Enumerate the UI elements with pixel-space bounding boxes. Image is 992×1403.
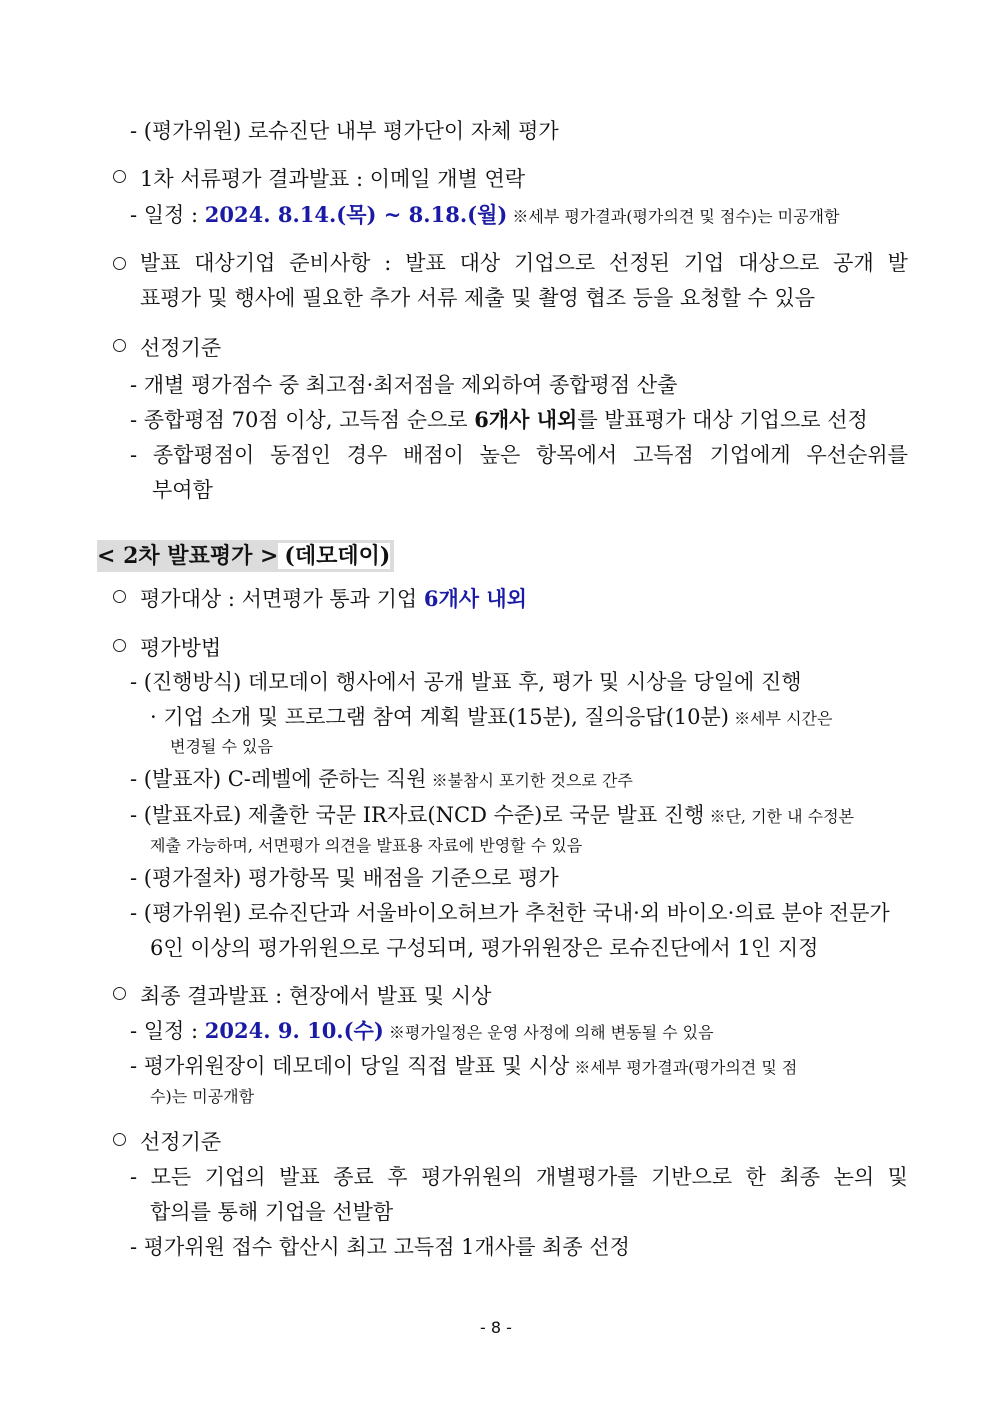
l9-word: 동점인 — [270, 443, 331, 467]
method-line-2-note: ※세부 시간은 — [728, 709, 833, 728]
final-result-text: 최종 결과발표 : 현장에서 발표 및 시상 — [140, 984, 492, 1008]
circle-bullet-icon — [113, 987, 126, 1000]
criteria-line-3 — [130, 440, 908, 470]
final-criteria-line-1 — [130, 1162, 908, 1192]
circle-bullet-icon — [113, 1133, 126, 1146]
presenter-line — [130, 764, 633, 796]
final-schedule-label: - 일정 : — [130, 1019, 205, 1043]
circle-bullet-icon — [113, 339, 126, 352]
section-title: < 2차 발표평가 > — [97, 543, 279, 569]
l9-word: 종합평점이 — [152, 443, 255, 467]
criteria-heading-1 — [113, 333, 221, 363]
l9-word: 배점이 — [403, 443, 464, 467]
criteria-heading-text: 선정기준 — [140, 336, 222, 360]
l9-word: 우선순위를 — [806, 443, 908, 467]
method-line-1: - (진행방식) 데모데이 행사에서 공개 발표 후, 평가 및 시상을 당일에 진행 — [130, 670, 802, 694]
method-heading — [113, 633, 221, 663]
committee-line: - (평가위원) 로슈진단과 서울바이오허브가 추천한 국내·외 바이오·의료 분야 전문가 — [130, 901, 890, 925]
final-schedule-line — [130, 1016, 714, 1048]
chair-line — [130, 1051, 797, 1083]
l27-word: 평가위원의 — [421, 1165, 523, 1189]
material-line-cont: 제출 가능하며, 서면평가 의견을 발표용 자료에 반영할 수 있음 — [150, 836, 583, 855]
l27-word: 기업의 — [204, 1165, 266, 1189]
l4-word: : — [384, 251, 392, 275]
final-schedule-note: ※평가일정은 운영 사정에 의해 변동될 수 있음 — [383, 1023, 714, 1042]
l9-word: 경우 — [346, 443, 388, 467]
l27-word: 후 — [387, 1165, 408, 1189]
method-line-2 — [150, 702, 832, 734]
l27-word: 모든 — [150, 1165, 192, 1189]
circle-bullet-icon — [113, 170, 126, 183]
material-text: - (발표자료) 제출한 국문 IR자료(NCD 수준)로 국문 발표 진행 — [130, 803, 705, 827]
procedure-line: - (평가절차) 평가항목 및 배점을 기준으로 평가 — [130, 866, 559, 890]
criteria-line-2-bold: 6개사 내외 — [474, 407, 578, 432]
target-text: 평가대상 : 서면평가 통과 기업 — [140, 587, 424, 611]
material-line — [130, 800, 854, 832]
l27-word: 개별평가를 — [536, 1165, 638, 1189]
section-header — [97, 540, 394, 572]
prep-heading — [113, 248, 908, 278]
chair-note-cont: 수)는 미공개함 — [150, 1087, 255, 1106]
l27-word: 한 — [745, 1165, 766, 1189]
l27-word: 발표 — [279, 1165, 320, 1189]
section-subtitle: (데모데이) — [278, 543, 390, 569]
circle-bullet-icon — [113, 257, 126, 270]
l9-word: 항목에서 — [536, 443, 618, 467]
chair-note: ※세부 평가결과(평가의견 및 점 — [569, 1058, 798, 1077]
schedule-label: - 일정 : — [130, 203, 205, 227]
l27-word: 기반으로 — [651, 1165, 733, 1189]
l4-word: 발표 — [139, 251, 181, 275]
presenter-note: ※불참시 포기한 것으로 간주 — [426, 771, 633, 790]
l27-word: 및 — [887, 1165, 908, 1189]
l9-word: 높은 — [479, 443, 521, 467]
l27-word: 종료 — [333, 1165, 374, 1189]
l4-word: 발 — [887, 251, 908, 275]
l27-word: 논의 — [833, 1165, 875, 1189]
first-result-text: 1차 서류평가 결과발표 : 이메일 개별 연락 — [140, 167, 526, 191]
l4-word: 기업 — [683, 251, 725, 275]
criteria-line-3-cont: 부여함 — [152, 478, 213, 502]
criteria-line-2 — [130, 405, 868, 435]
criteria-line-1: - 개별 평가점수 중 최고점·최저점을 제외하여 종합평점 산출 — [130, 373, 678, 397]
l4-word: 준비사항 — [289, 251, 371, 275]
first-result-heading — [113, 164, 525, 194]
l4-word: 대상기업 — [194, 251, 276, 275]
criteria-line-2-pre: - 종합평점 70점 이상, 고득점 순으로 — [130, 408, 475, 432]
chair-text: - 평가위원장이 데모데이 당일 직접 발표 및 시상 — [130, 1054, 570, 1078]
final-schedule-date: 2024. 9. 10.(수) — [204, 1018, 384, 1043]
final-criteria-line-1-cont: 합의를 통해 기업을 선발함 — [150, 1200, 394, 1224]
page-number: - 8 - — [480, 1318, 512, 1337]
material-note: ※단, 기한 내 수정본 — [704, 807, 854, 826]
l4-word: 대상으로 — [738, 251, 820, 275]
l4-word: 선정된 — [609, 251, 670, 275]
schedule-date: 2024. 8.14.(목) ~ 8.18.(월) — [204, 202, 508, 227]
l27-word: 최종 — [779, 1165, 821, 1189]
target-line — [113, 584, 527, 614]
prep-continued: 표평가 및 행사에 필요한 추가 서류 제출 및 촬영 협조 등을 요청할 수 있음 — [140, 286, 816, 310]
first-schedule-line — [130, 200, 839, 232]
criteria-line-2-post: 를 발표평가 대상 기업으로 선정 — [577, 408, 868, 432]
l4-word: 기업으로 — [514, 251, 596, 275]
schedule-note: ※세부 평가결과(평가의견 및 점수)는 미공개함 — [507, 207, 840, 226]
l9-word: 기업에게 — [709, 443, 791, 467]
eval-committee-line: - (평가위원) 로슈진단 내부 평가단이 자체 평가 — [130, 119, 559, 143]
criteria-heading-2-text: 선정기준 — [140, 1130, 222, 1154]
committee-line-cont: 6인 이상의 평가위원으로 구성되며, 평가위원장은 로슈진단에서 1인 지정 — [150, 936, 819, 960]
method-heading-text: 평가방법 — [140, 636, 222, 660]
l9-word: - — [130, 443, 138, 467]
circle-bullet-icon — [113, 590, 126, 603]
method-line-2-text: · 기업 소개 및 프로그램 참여 계획 발표(15분), 질의응답(10분) — [150, 705, 729, 729]
final-criteria-line-2: - 평가위원 접수 합산시 최고 고득점 1개사를 최종 선정 — [130, 1235, 630, 1259]
l9-word: 고득점 — [632, 443, 694, 467]
final-result-heading — [113, 981, 491, 1011]
l4-word: 발표 — [405, 251, 446, 275]
l4-word: 대상 — [459, 251, 501, 275]
l4-word: 공개 — [833, 251, 874, 275]
method-line-2-cont: 변경될 수 있음 — [170, 737, 273, 756]
presenter-text: - (발표자) C-레벨에 준하는 직원 — [130, 767, 427, 791]
target-count: 6개사 내외 — [423, 586, 527, 611]
criteria-heading-2 — [113, 1127, 221, 1157]
circle-bullet-icon — [113, 639, 126, 652]
l27-word: - — [130, 1165, 138, 1189]
